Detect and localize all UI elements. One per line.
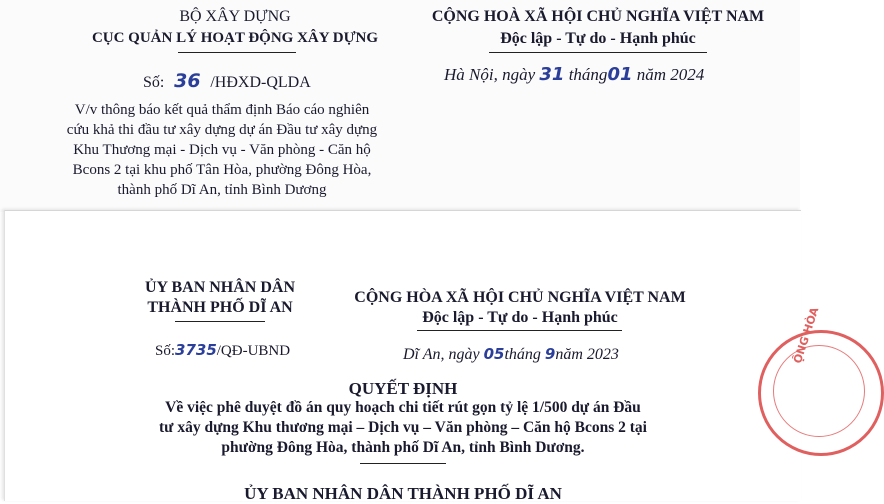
ministry-name: BỘ XÂY DỰNG: [179, 8, 291, 25]
issue-date: [444, 64, 704, 85]
subject-line: thành phố Dĩ An, tỉnh Bình Dương: [117, 182, 327, 198]
document-bottom: [4, 210, 801, 501]
subject-line: Bcons 2 tại khu phố Tân Hòa, phường Đông Hòa,: [72, 162, 372, 178]
decision-line: Về việc phê duyệt đồ án quy hoạch chi tiết rút gọn tỷ lệ 1/500 dự án Đầu: [165, 399, 641, 416]
number-handwritten: 3735: [175, 341, 217, 359]
date-day-handwritten: 31: [539, 64, 565, 85]
national-motto: Độc lập - Tự do - Hạnh phúc: [422, 309, 618, 326]
date-year: năm 2023: [555, 346, 619, 363]
decision-subject: [85, 398, 721, 458]
decision-line: tư xây dựng Khu thương mại – Dịch vụ – Văn phòng – Căn hộ Bcons 2 tại: [159, 419, 647, 436]
subject-line: Khu Thương mại - Dịch vụ - Văn phòng - Căn hộ: [73, 142, 371, 158]
decision-underline: [360, 463, 446, 464]
subject-block: [42, 100, 402, 200]
date-year: năm 2024: [636, 65, 705, 84]
republic-name: CỘNG HÒA XÃ HỘI CHỦ NGHĨA VIỆT NAM: [354, 289, 686, 306]
number-label: Số:: [143, 74, 165, 91]
department-underline: [178, 52, 296, 53]
doc-number: [143, 70, 311, 92]
issuer-line-1: ỦY BAN NHÂN DÂN: [144, 279, 296, 296]
date-month-label: tháng: [504, 346, 541, 363]
number-handwritten: 36: [174, 70, 201, 92]
national-motto: Độc lập - Tự do - Hạnh phúc: [500, 30, 696, 47]
doc-number: [155, 341, 290, 360]
stamp-text: ỘNG HÒA: [791, 305, 822, 366]
date-day-handwritten: 05: [483, 345, 505, 363]
subject-line: V/v thông báo kết quả thẩm định Báo cáo nghiên: [74, 102, 370, 118]
issue-date: [403, 345, 619, 364]
motto-underline: [417, 330, 622, 331]
subject-line: cứu khả thi đầu tư xây dựng dự án Đầu tư xây dựng: [66, 122, 378, 138]
date-month-label: tháng: [568, 65, 608, 84]
issuer-underline: [175, 321, 265, 322]
document-top: [0, 0, 800, 212]
date-prefix: Dĩ An, ngày: [403, 346, 480, 363]
department-name: CỤC QUẢN LÝ HOẠT ĐỘNG XÂY DỰNG: [91, 30, 379, 46]
date-prefix: Hà Nội, ngày: [444, 65, 536, 84]
number-suffix: /HĐXD-QLDA: [210, 74, 311, 91]
stamp-inner-ring: [773, 345, 865, 437]
date-month-handwritten: 01: [607, 64, 633, 85]
official-stamp: [758, 305, 884, 456]
date-month-handwritten: 9: [544, 345, 556, 363]
decision-line: phường Đông Hòa, thành phố Dĩ An, tỉnh Bình Dương.: [221, 439, 585, 456]
footer-issuer: ỦY BAN NHÂN DÂN THÀNH PHỐ DĨ AN: [244, 484, 562, 503]
issuer-line-2: THÀNH PHỐ DĨ AN: [147, 299, 293, 316]
number-label: Số:: [155, 343, 176, 359]
motto-underline: [489, 52, 707, 53]
number-suffix: /QĐ-UBND: [216, 343, 291, 359]
republic-name: CỘNG HOÀ XÃ HỘI CHỦ NGHĨA VIỆT NAM: [431, 8, 765, 25]
decision-title: QUYẾT ĐỊNH: [348, 379, 458, 398]
